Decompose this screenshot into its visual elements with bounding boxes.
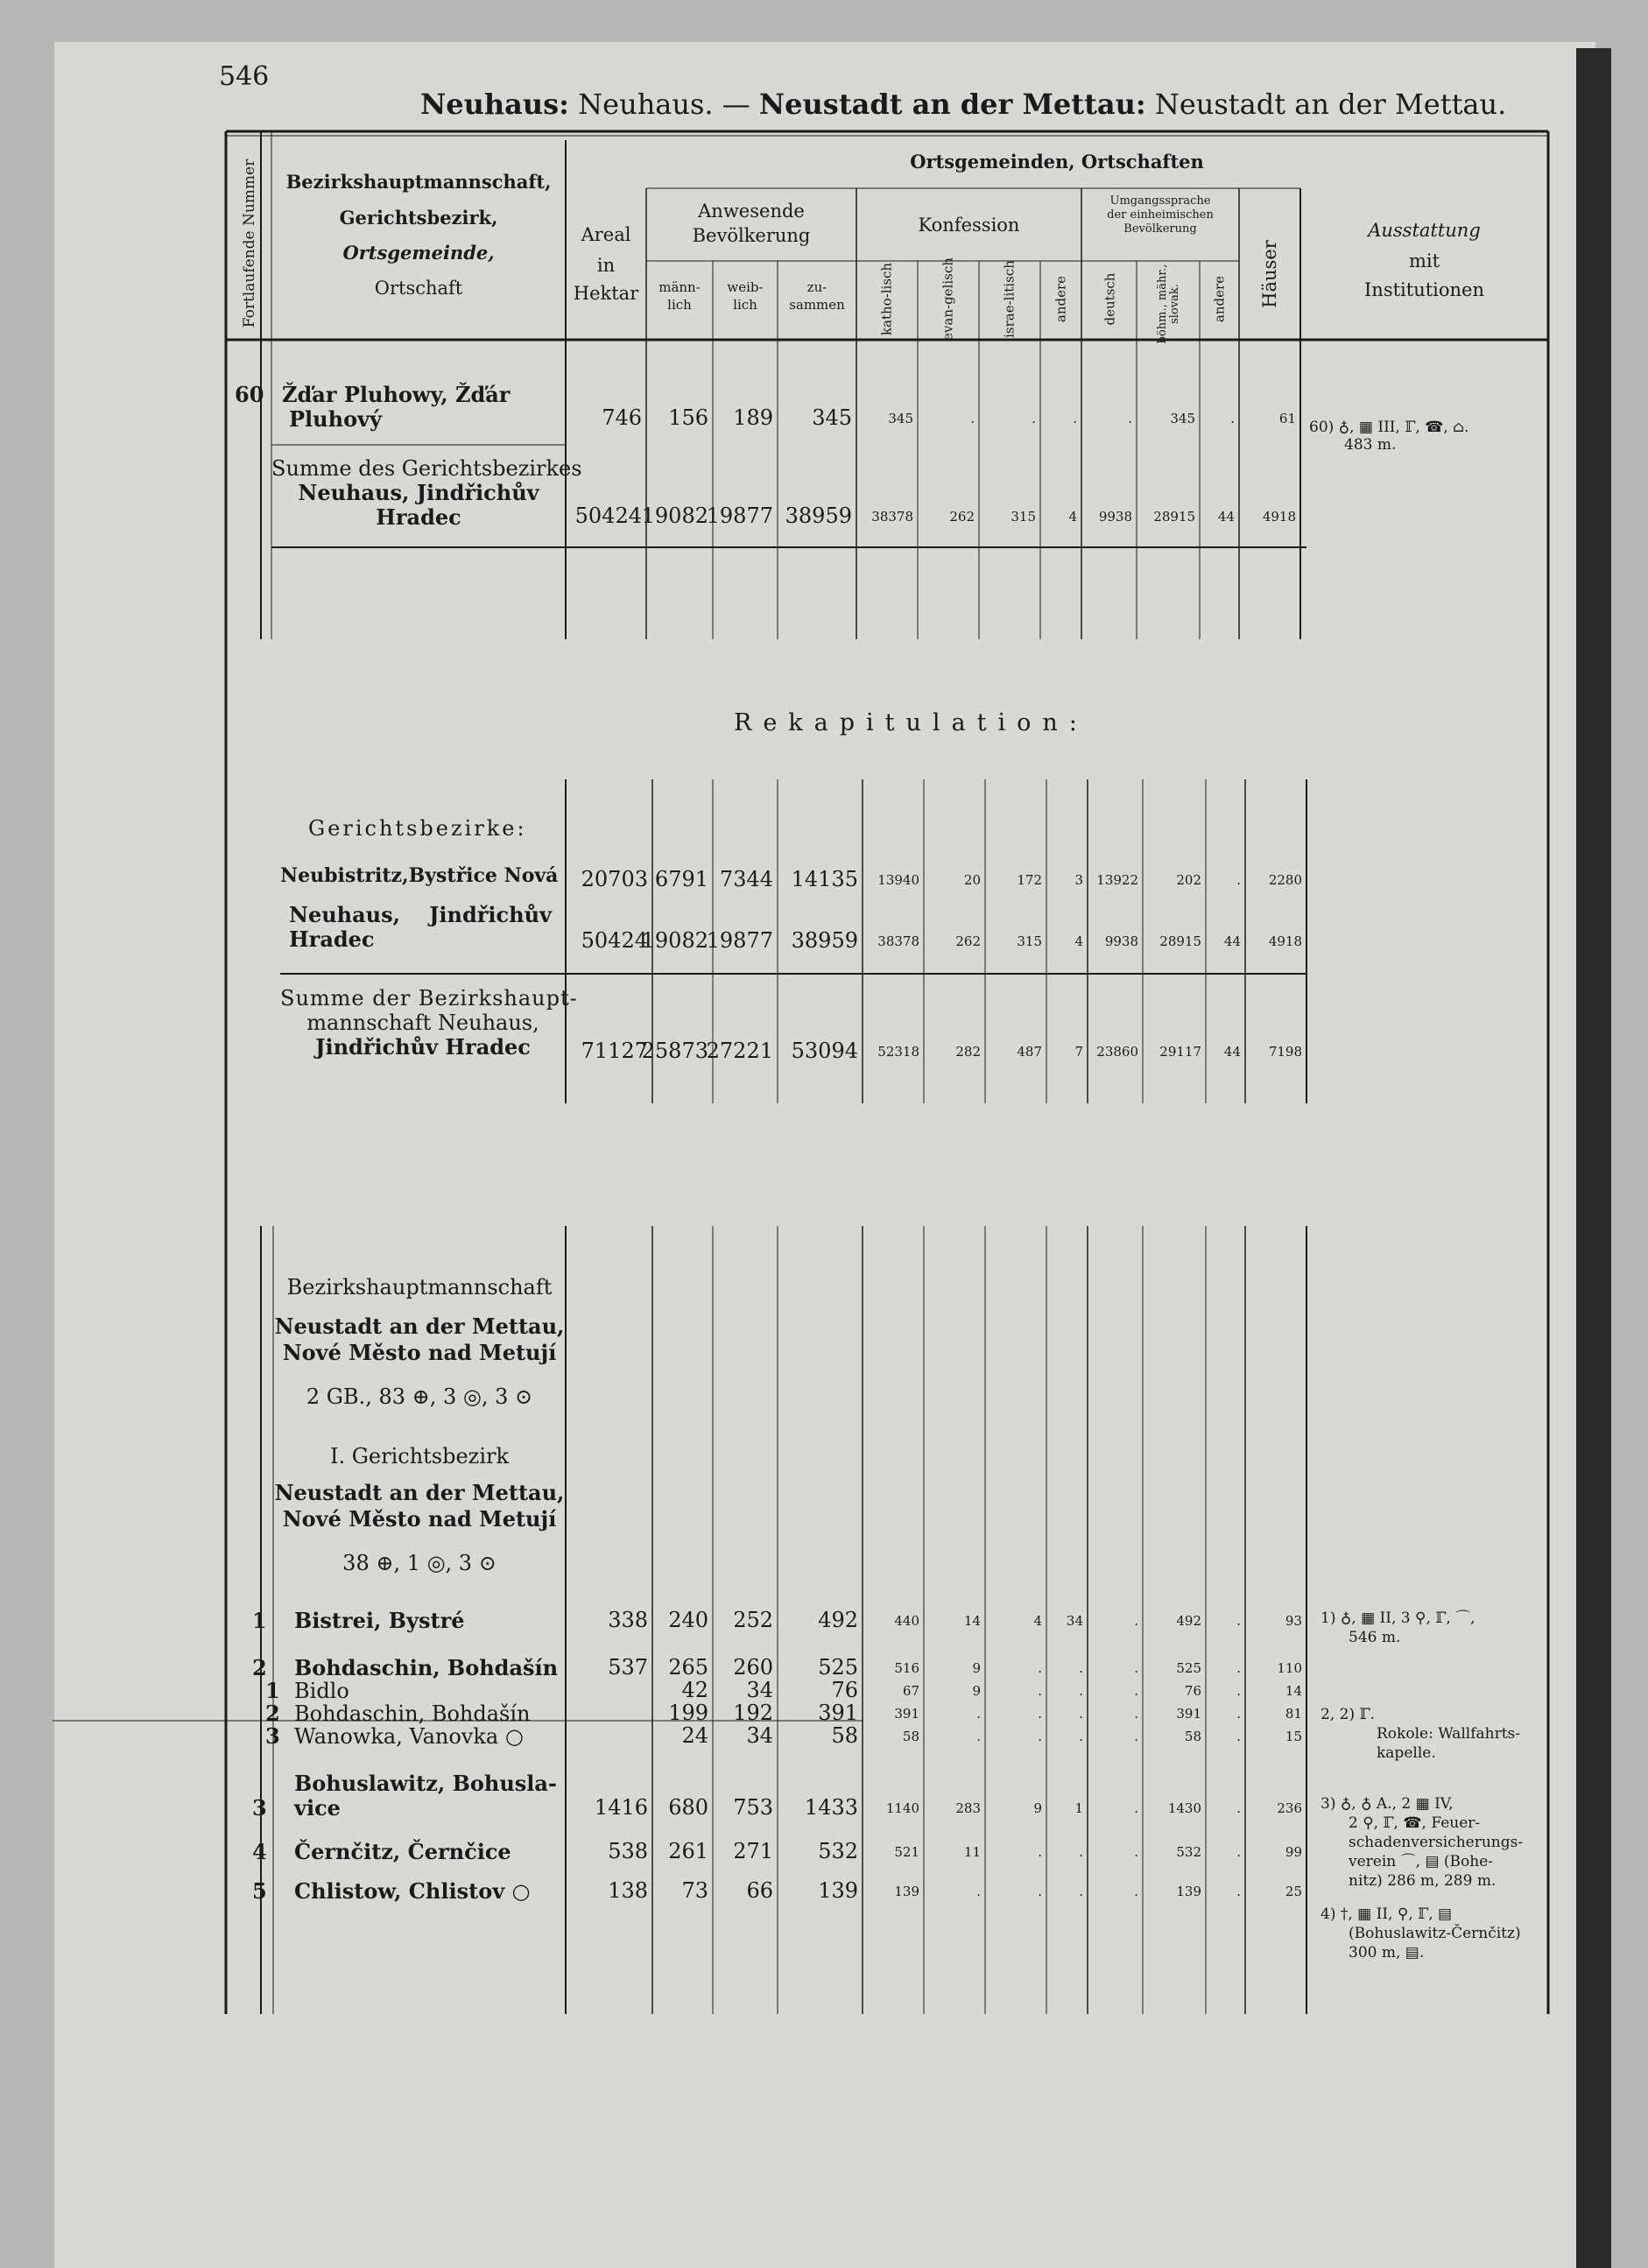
ort-row-4-kath: 391 <box>894 1706 919 1722</box>
recap-label: Gerichtsbezirke: <box>308 816 527 841</box>
recap-row-3-name-l1: Summe der Bezirkshaupt- <box>280 986 578 1011</box>
ort-row-1-deutsch: . <box>1134 1613 1138 1629</box>
header-andere-1: andere <box>1053 275 1069 323</box>
ort-row-8-andere2: . <box>1236 1884 1241 1899</box>
ort-row-1-z: 492 <box>818 1608 858 1632</box>
page-number: 546 <box>219 61 270 92</box>
row-60-no: 60 <box>235 382 264 407</box>
district-l6: Neustadt an der Mettau, <box>274 1480 565 1505</box>
district-l4: 2 GB., 83 ⊕, 3 ◎, 3 ⊙ <box>306 1384 533 1409</box>
header-weiblich-l1: weib- <box>727 279 764 295</box>
recap-row-1-isr: 172 <box>1017 872 1042 888</box>
ort-row-8-boehm: 139 <box>1176 1884 1201 1899</box>
ort-row-6-areal: 1416 <box>594 1795 648 1820</box>
recap-row-2-name-l1: Neuhaus, Jindřichův <box>289 902 552 927</box>
header-zusammen-l1: zu- <box>806 279 828 295</box>
recap-title: Rekapitulation: <box>734 709 1088 736</box>
ort-row-6-boehm: 1430 <box>1167 1800 1201 1816</box>
recap-row-1-w: 7344 <box>719 867 773 891</box>
ort-row-5-w: 34 <box>746 1723 773 1748</box>
summe-gb-z: 38959 <box>785 504 852 528</box>
recap-row-2-m: 19082 <box>641 928 708 953</box>
recap-row-3-andere: 7 <box>1074 1044 1083 1060</box>
header-boehm: böhm., mähr., slovak. <box>1156 264 1181 344</box>
note-2-l1: 2, 2) ℾ. <box>1321 1706 1375 1723</box>
ort-row-1-w: 252 <box>733 1608 773 1632</box>
ort-row-5-deutsch: . <box>1134 1729 1138 1744</box>
row-60-evang: . <box>970 411 975 426</box>
row-60-deutsch: . <box>1128 411 1132 426</box>
row-60-isr: . <box>1032 411 1036 426</box>
ort-row-8-isr: . <box>1038 1884 1042 1899</box>
ort-row-5-name: Wanowka, Vanovka ○ <box>294 1724 524 1749</box>
ort-row-5-m: 24 <box>681 1723 708 1748</box>
ort-row-2-isr: . <box>1038 1660 1042 1676</box>
ort-row-7-andere2: . <box>1236 1844 1241 1860</box>
running-head-plain-2: Neustadt an der Mettau. <box>1154 88 1507 121</box>
ort-row-7-andere: . <box>1079 1844 1083 1860</box>
ort-row-7-areal: 538 <box>608 1839 648 1863</box>
district-l1: Bezirkshauptmannschaft <box>286 1275 553 1300</box>
ort-row-6-name-l2: vice <box>294 1795 341 1821</box>
header-areal-l2: in <box>596 255 616 276</box>
header-umgangs-l1: Umgangssprache <box>1109 194 1211 208</box>
note-2-l3: kapelle. <box>1377 1744 1436 1762</box>
ort-row-1-name: Bistrei, Bystré <box>294 1608 465 1633</box>
ort-row-2-andere2: . <box>1236 1660 1241 1676</box>
row-60-boehm: 345 <box>1170 411 1195 426</box>
ort-row-3-andere: . <box>1079 1683 1083 1699</box>
ort-row-5-andere2: . <box>1236 1729 1241 1744</box>
recap-row-1-haeuser: 2280 <box>1268 872 1302 888</box>
recap-row-3-areal: 71127 <box>581 1039 648 1063</box>
recap-row-2-deutsch: 9938 <box>1104 933 1138 949</box>
summe-gb-areal: 50424 <box>574 504 642 528</box>
ort-row-2-haeuser: 110 <box>1277 1660 1302 1676</box>
ort-row-5-boehm: 58 <box>1184 1729 1201 1744</box>
row-60-name-l2: Pluhový <box>289 406 382 432</box>
recap-row-2-isr: 315 <box>1017 933 1042 949</box>
ort-row-7-w: 271 <box>733 1839 773 1863</box>
header-maennlich-l2: lich <box>667 297 692 313</box>
header-weiblich-l2: lich <box>733 297 757 313</box>
header-ausstattung-l2: mit <box>1408 250 1440 271</box>
ort-row-4-deutsch: . <box>1134 1706 1138 1722</box>
ort-row-7-haeuser: 99 <box>1285 1844 1302 1860</box>
note-3-l5: nitz) 286 m, 289 m. <box>1349 1872 1497 1890</box>
ort-row-3-andere2: . <box>1236 1683 1241 1699</box>
ort-row-7-m: 261 <box>668 1839 708 1863</box>
recap-row-1-andere: 3 <box>1074 872 1083 888</box>
recap-row-3-evang: 282 <box>955 1044 981 1060</box>
row-60-z: 345 <box>812 405 852 430</box>
note-3-l3: schadenversicherungs- <box>1349 1834 1524 1851</box>
ort-row-1-boehm: 492 <box>1176 1613 1201 1629</box>
ort-row-8-areal: 138 <box>608 1878 648 1903</box>
header-umgangs-l2: der einheimischen <box>1107 208 1214 222</box>
ort-row-7-deutsch: . <box>1134 1844 1138 1860</box>
recap-row-2-andere: 4 <box>1074 933 1083 949</box>
header-ausstattung-l3: Institutionen <box>1364 279 1484 300</box>
summe-gb-deutsch: 9938 <box>1098 509 1132 525</box>
ort-row-4-w: 192 <box>733 1701 773 1725</box>
recap-row-2-w: 19877 <box>706 928 773 953</box>
row-60-andere: . <box>1073 411 1077 426</box>
ort-row-6-no: 3 <box>252 1795 267 1821</box>
district-l8: 38 ⊕, 1 ◎, 3 ⊙ <box>342 1551 497 1575</box>
note-3-l4: verein ⌒, ▤ (Bohe- <box>1349 1853 1494 1870</box>
ort-row-3-name: Bidlo <box>294 1679 349 1703</box>
header-konfession: Konfession <box>918 215 1020 236</box>
summe-gb-l1: Summe des Gerichtsbezirkes <box>271 456 582 481</box>
header-haeuser: Häuser <box>1259 240 1280 308</box>
recap-row-2-z: 38959 <box>791 928 858 953</box>
ort-row-1-evang: 14 <box>963 1613 981 1629</box>
recap-row-1-z: 14135 <box>791 867 858 891</box>
ort-row-5-isr: . <box>1038 1729 1042 1744</box>
ort-row-8-evang: . <box>976 1884 981 1899</box>
header-deutsch: deutsch <box>1102 272 1118 326</box>
ort-row-6-m: 680 <box>668 1795 708 1820</box>
recap-row-1-kath: 13940 <box>877 872 919 888</box>
recap-row-1-andere2: . <box>1236 872 1241 888</box>
ort-row-8-kath: 139 <box>894 1884 919 1899</box>
ort-row-3-no: 1 <box>265 1678 280 1703</box>
recap-row-1-evang: 20 <box>963 872 981 888</box>
summe-gb-andere: 4 <box>1068 509 1077 525</box>
ort-row-1-areal: 338 <box>608 1608 648 1632</box>
header-anwesende-l2: Bevölkerung <box>692 225 811 246</box>
header-fortlaufende: Fortlaufende Nummer <box>241 158 258 328</box>
ort-row-1-m: 240 <box>668 1608 708 1632</box>
ort-row-3-w: 34 <box>746 1678 773 1702</box>
ort-row-8-andere: . <box>1079 1884 1083 1899</box>
header-bezirk-l1: Bezirkshauptmannschaft, <box>285 171 552 193</box>
recap-row-3-w: 27221 <box>706 1039 773 1063</box>
ort-row-6-w: 753 <box>733 1795 773 1820</box>
ort-row-4-no: 2 <box>265 1701 280 1726</box>
recap-row-1-m: 6791 <box>654 867 708 891</box>
running-head-plain-1: Neuhaus. — <box>578 88 750 121</box>
ort-row-4-andere: . <box>1079 1706 1083 1722</box>
recap-row-2-kath: 38378 <box>877 933 919 949</box>
ort-row-5-no: 3 <box>265 1723 280 1749</box>
row-60-areal: 746 <box>602 405 642 430</box>
district-l2: Neustadt an der Mettau, <box>274 1314 565 1339</box>
row-60-name-l1: Žďar Pluhowy, Žďár <box>282 382 511 407</box>
note-2-l2: Rokole: Wallfahrts- <box>1377 1725 1521 1743</box>
recap-row-2-andere2: 44 <box>1223 933 1241 949</box>
ort-row-2-deutsch: . <box>1134 1660 1138 1676</box>
recap-row-2-evang: 262 <box>955 933 981 949</box>
header-bezirk-l4: Ortschaft <box>374 278 463 299</box>
ort-row-7-isr: . <box>1038 1844 1042 1860</box>
ort-row-4-boehm: 391 <box>1176 1706 1201 1722</box>
ort-row-2-no: 2 <box>252 1655 267 1680</box>
note-1-l1: 1) ♁, ▦ II, 3 ⚲, ℾ, ⌒, <box>1321 1609 1475 1627</box>
row-60-kath: 345 <box>888 411 913 426</box>
note-4-l1: 4) †, ▦ II, ⚲, ℾ, ▤ <box>1321 1905 1453 1923</box>
ort-row-4-isr: . <box>1038 1706 1042 1722</box>
ort-row-3-kath: 67 <box>902 1683 919 1699</box>
ort-row-2-areal: 537 <box>608 1655 648 1680</box>
row-60-note2: 483 m. <box>1344 436 1397 454</box>
ort-row-6-kath: 1140 <box>885 1800 919 1816</box>
recap-row-1-boehm: 202 <box>1176 872 1201 888</box>
ort-row-8-m: 73 <box>681 1878 708 1903</box>
ort-row-6-deutsch: . <box>1134 1800 1138 1816</box>
row-60-andere2: . <box>1230 411 1235 426</box>
ort-row-3-m: 42 <box>681 1678 708 1702</box>
ort-row-2-kath: 516 <box>894 1660 919 1676</box>
header-evangelisch: evan-gelisch <box>940 257 956 341</box>
summe-gb-kath: 38378 <box>871 509 913 525</box>
ort-row-8-deutsch: . <box>1134 1884 1138 1899</box>
ort-row-2-boehm: 525 <box>1176 1660 1201 1676</box>
recap-row-3-name-l3: Jindřichův Hradec <box>315 1034 531 1060</box>
recap-row-1-name: Neubistritz,Bystřice Nová <box>280 864 559 887</box>
ort-row-7-boehm: 532 <box>1176 1844 1201 1860</box>
ort-row-4-name: Bohdaschin, Bohdašín <box>294 1701 531 1726</box>
ort-row-2-z: 525 <box>818 1655 858 1680</box>
note-3-l1: 3) ♁, ♁ A., 2 ▦ IV, <box>1321 1795 1454 1813</box>
ort-row-7-z: 532 <box>818 1839 858 1863</box>
district-l3: Nové Město nad Metují <box>282 1340 557 1365</box>
recap-row-3-andere2: 44 <box>1223 1044 1241 1060</box>
ort-row-4-haeuser: 81 <box>1285 1706 1302 1722</box>
row-60-note: 60) ♁, ▦ III, ℾ, ☎, ⌂. <box>1309 419 1469 436</box>
recap-row-3-z: 53094 <box>791 1039 858 1063</box>
ort-row-3-deutsch: . <box>1134 1683 1138 1699</box>
ort-row-5-z: 58 <box>831 1723 858 1748</box>
ort-row-8-w: 66 <box>746 1878 773 1903</box>
ort-row-7-evang: 11 <box>963 1844 981 1860</box>
ort-row-2-w: 260 <box>733 1655 773 1680</box>
ort-row-3-boehm: 76 <box>1184 1683 1201 1699</box>
ort-row-6-name: Bohuslawitz, Bohusla- <box>294 1771 557 1796</box>
recap-row-3-name-l2: mannschaft Neuhaus, <box>306 1011 539 1035</box>
ort-row-3-z: 76 <box>831 1678 858 1702</box>
ort-row-2-m: 265 <box>668 1655 708 1680</box>
header-areal-l1: Areal <box>581 224 631 245</box>
ort-row-3-haeuser: 14 <box>1285 1683 1302 1699</box>
recap-row-3-boehm: 29117 <box>1159 1044 1201 1060</box>
note-4-l3: 300 m, ▤. <box>1349 1944 1425 1962</box>
summe-gb-m: 19082 <box>641 504 708 528</box>
ort-row-3-evang: 9 <box>972 1683 981 1699</box>
running-head-bold-1: Neuhaus: <box>420 88 569 121</box>
recap-row-3-deutsch: 23860 <box>1096 1044 1138 1060</box>
ort-row-7-no: 4 <box>252 1839 267 1864</box>
header-areal-l3: Hektar <box>573 283 639 304</box>
header-katholisch: katho-lisch <box>878 262 895 336</box>
header-anwesende-l1: Anwesende <box>698 201 805 222</box>
recap-row-1-areal: 20703 <box>581 867 648 891</box>
ort-row-4-z: 391 <box>818 1701 858 1725</box>
running-head-bold-2: Neustadt an der Mettau: <box>758 88 1146 121</box>
recap-row-2-name-l2: Hradec <box>289 926 375 952</box>
recap-row-3-m: 25873 <box>641 1039 708 1063</box>
ort-row-5-haeuser: 15 <box>1285 1729 1302 1744</box>
ort-row-3-isr: . <box>1038 1683 1042 1699</box>
summe-gb-isr: 315 <box>1011 509 1036 525</box>
recap-row-3-haeuser: 7198 <box>1268 1044 1302 1060</box>
header-ausstattung-l1: Ausstattung <box>1368 220 1481 241</box>
ort-row-1-isr: 4 <box>1033 1613 1042 1629</box>
header-andere-2: andere <box>1211 275 1228 323</box>
row-60-w: 189 <box>733 405 773 430</box>
ort-row-7-kath: 521 <box>894 1844 919 1860</box>
ort-row-6-evang: 283 <box>955 1800 981 1816</box>
ort-row-6-isr: 9 <box>1033 1800 1042 1816</box>
header-zusammen-l2: sammen <box>789 297 845 313</box>
ort-row-2-name: Bohdaschin, Bohdašín <box>294 1655 559 1680</box>
ort-row-1-andere2: . <box>1236 1613 1241 1629</box>
recap-row-2-boehm: 28915 <box>1159 933 1201 949</box>
header-umgangs-l3: Bevölkerung <box>1123 222 1197 236</box>
district-l7: Nové Město nad Metují <box>282 1506 557 1532</box>
ort-row-8-z: 139 <box>818 1878 858 1903</box>
header-bezirk-l2: Gerichtsbezirk, <box>339 207 498 229</box>
ort-row-5-andere: . <box>1079 1729 1083 1744</box>
ort-row-8-name: Chlistow, Chlistov ○ <box>294 1878 531 1904</box>
summe-gb-andere2: 44 <box>1217 509 1235 525</box>
recap-row-3-kath: 52318 <box>877 1044 919 1060</box>
ort-row-1-haeuser: 93 <box>1285 1613 1302 1629</box>
ort-row-6-andere: 1 <box>1074 1800 1083 1816</box>
ort-row-6-haeuser: 236 <box>1277 1800 1302 1816</box>
ort-row-4-andere2: . <box>1236 1706 1241 1722</box>
header-ortsgemeinden: Ortsgemeinden, Ortschaften <box>910 151 1204 173</box>
ort-row-4-evang: . <box>976 1706 981 1722</box>
note-4-l2: (Bohuslawitz-Černčitz) <box>1349 1925 1521 1942</box>
ort-row-5-kath: 58 <box>902 1729 919 1744</box>
summe-gb-w: 19877 <box>706 504 773 528</box>
recap-row-2-haeuser: 4918 <box>1268 933 1302 949</box>
ort-row-1-no: 1 <box>252 1608 267 1633</box>
ort-row-7-name: Černčitz, Černčice <box>294 1839 511 1864</box>
ort-row-8-no: 5 <box>252 1878 267 1904</box>
ort-row-2-andere: . <box>1079 1660 1083 1676</box>
ort-row-1-kath: 440 <box>894 1613 919 1629</box>
header-bezirk-l3: Ortsgemeinde, <box>342 242 495 264</box>
summe-gb-l3: Hradec <box>376 504 461 530</box>
ort-row-1-andere: 34 <box>1066 1613 1083 1629</box>
note-1-l2: 546 m. <box>1349 1629 1401 1646</box>
ort-row-6-z: 1433 <box>804 1795 858 1820</box>
summe-gb-l2: Neuhaus, Jindřichův <box>298 480 539 505</box>
recap-row-2-areal: 50424 <box>581 928 648 953</box>
recap-row-1-deutsch: 13922 <box>1096 872 1138 888</box>
ort-row-2-evang: 9 <box>972 1660 981 1676</box>
header-israelitisch: israe-litisch <box>1001 260 1018 338</box>
ort-row-6-andere2: . <box>1236 1800 1241 1816</box>
ort-row-5-evang: . <box>976 1729 981 1744</box>
summe-gb-boehm: 28915 <box>1153 509 1195 525</box>
note-3-l2: 2 ⚲, ℾ, ☎, Feuer- <box>1349 1814 1481 1832</box>
district-l5: I. Gerichtsbezirk <box>329 1444 510 1469</box>
row-60-haeuser: 61 <box>1278 411 1296 426</box>
recap-row-3-isr: 487 <box>1017 1044 1042 1060</box>
ort-row-8-haeuser: 25 <box>1285 1884 1302 1899</box>
header-maennlich-l1: männ- <box>658 279 701 295</box>
summe-gb-evang: 262 <box>949 509 975 525</box>
row-60-m: 156 <box>668 405 708 430</box>
ort-row-4-m: 199 <box>668 1701 708 1725</box>
summe-gb-haeuser: 4918 <box>1262 509 1296 525</box>
